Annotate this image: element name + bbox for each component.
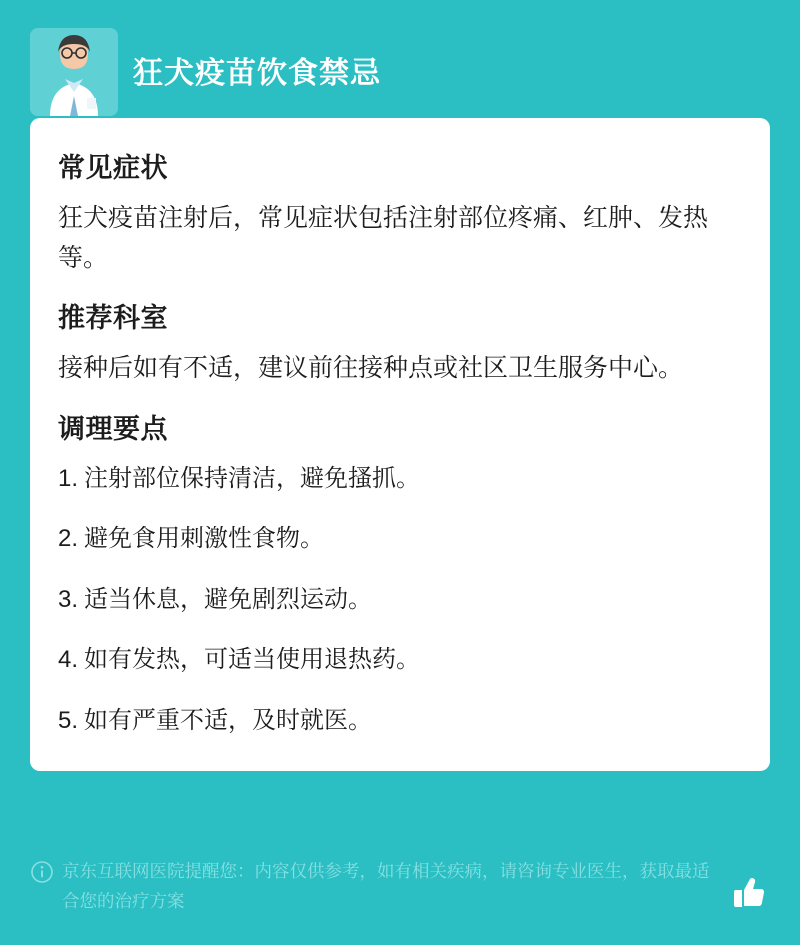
list-item-label: 避免食用刺激性食物。 — [84, 525, 325, 553]
list-item-label: 适当休息，避免剧烈运动。 — [84, 585, 373, 613]
list-item — [58, 462, 742, 496]
section-body-department: 接种后如有不适，建议前往接种点或社区卫生服务中心。 — [58, 354, 684, 382]
list-item-index: 5. — [58, 706, 79, 734]
section-heading-department: 推荐科室 — [58, 303, 168, 333]
list-item-label: 如有严重不适，及时就医。 — [84, 706, 373, 734]
section-heading-tips: 调理要点 — [58, 413, 168, 444]
thumbs-up-icon[interactable] — [724, 869, 770, 915]
list-item — [58, 643, 742, 677]
section-body-symptoms: 狂犬疫苗注射后，常见症状包括注射部位疼痛、红肿、发热等。 — [58, 204, 709, 272]
list-item-index: 3. — [58, 585, 79, 613]
info-circle-icon — [30, 860, 54, 884]
footer-disclaimer-bar — [30, 856, 770, 917]
list-item — [58, 583, 742, 617]
list-item-index: 4. — [58, 646, 79, 674]
list-item-label: 如有发热，可适当使用退热药。 — [84, 646, 421, 674]
page-title: 狂犬疫苗饮食禁忌 — [133, 57, 381, 90]
disclaimer-text: 京东互联网医院提醒您：内容仅供参考，如有相关疾病，请咨询专业医生，获取最适合您的治疗方案 — [62, 860, 710, 912]
doctor-avatar-icon — [30, 28, 118, 116]
list-item-label: 注射部位保持清洁，避免搔抓。 — [84, 464, 421, 492]
tips-list — [58, 462, 742, 738]
list-item — [58, 522, 742, 556]
list-item-index: 1. — [58, 464, 79, 492]
section-heading-symptoms: 常见症状 — [58, 153, 168, 183]
list-item-index: 2. — [58, 525, 79, 553]
content-card — [30, 118, 770, 771]
list-item — [58, 704, 742, 738]
